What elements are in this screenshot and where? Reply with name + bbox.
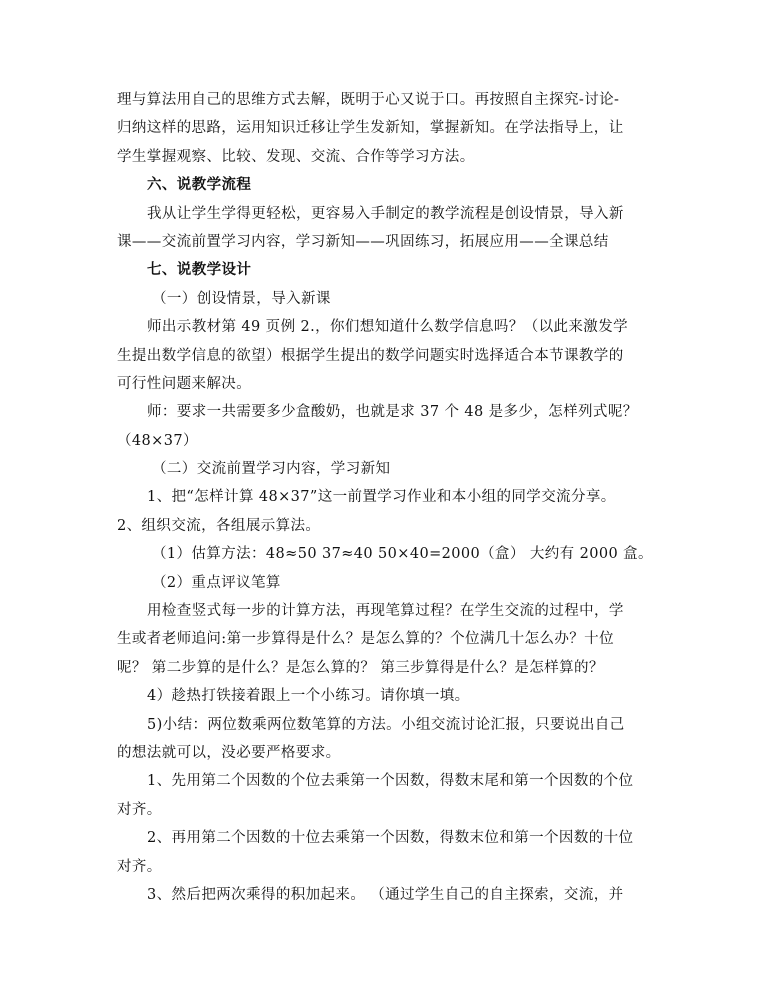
text-line: 生提出数学信息的欲望）根据学生提出的数学问题实时选择适合本节课教学的 [117,347,624,364]
subsection-heading: （二）交流前置学习内容，学习新知 [152,461,391,478]
paragraph-start-line: 1、把“怎样计算 48×37”这一前置学习作业和本小组的同学交流分享。 [147,489,616,506]
paragraph-start-line: 1、先用第二个因数的个位去乘第一个因数，得数末尾和第一个因数的个位 [147,773,634,790]
text-line: 学生掌握观察、比较、发现、交流、合作等学习方法。 [117,148,475,165]
text-line: 2、组织交流，各组展示算法。 [117,517,321,534]
subsection-line: （1）估算方法：48≈50 37≈40 50×40=2000（盒） 大约有 2000 盒。 [152,546,653,563]
text-line: 对齐。 [117,858,162,875]
section-heading: 六、说教学流程 [147,176,252,194]
subsection-heading: （一）创设情景，导入新课 [152,290,331,307]
paragraph-start-line: 3、然后把两次乘得的积加起来。 （通过学生自己的自主探索，交流，并 [147,886,624,903]
paragraph-start-line: 师：要求一共需要多少盒酸奶，也就是求 37 个 48 是多少，怎样列式呢？ [147,404,638,421]
paragraph-start-line: 2、再用第二个因数的十位去乘第一个因数，得数末位和第一个因数的十位 [147,830,634,847]
paragraph-start-line: 4）趁热打铁接着跟上一个小练习。请你填一填。 [147,688,470,705]
text-line: 课——交流前置学习内容，学习新知——巩固练习，拓展应用——全课总结 [117,233,609,250]
text-line: 归纳这样的思路，运用知识迁移让学生发新知，掌握新知。在学法指导上，让 [117,120,624,137]
text-line: 可行性问题来解决。 [117,375,252,392]
section-heading: 七、说教学设计 [147,261,252,279]
text-line: 呢？ 第二步算的是什么？是怎么算的？ 第三步算得是什么？是怎样算的？ [117,659,604,676]
paragraph-start-line: 师出示教材第 49 页例 2.，你们想知道什么数学信息吗？（以此来激发学 [147,319,629,336]
text-line: 生或者老师追问:第一步算得是什么？是怎么算的？个位满几十怎么办？十位 [117,631,614,648]
subsection-line: （2）重点评议笔算 [152,574,281,591]
paragraph-start-line: 5)小结：两位数乘两位数笔算的方法。小组交流讨论汇报，只要说出自己 [147,716,625,733]
text-line: 对齐。 [117,801,162,818]
document-body [117,86,657,909]
text-line: （48×37） [117,432,198,449]
text-line: 理与算法用自己的思维方式去解，既明于心又说于口。再按照自主探究-讨论- [117,92,620,108]
text-line: 的想法就可以，没必要严格要求。 [117,744,341,761]
paragraph-start-line: 用检查竖式每一步的计算方法，再现笔算过程？在学生交流的过程中，学 [147,603,624,620]
paragraph-start-line: 我从让学生学得更轻松，更容易入手制定的教学流程是创设情景，导入新 [147,205,624,222]
